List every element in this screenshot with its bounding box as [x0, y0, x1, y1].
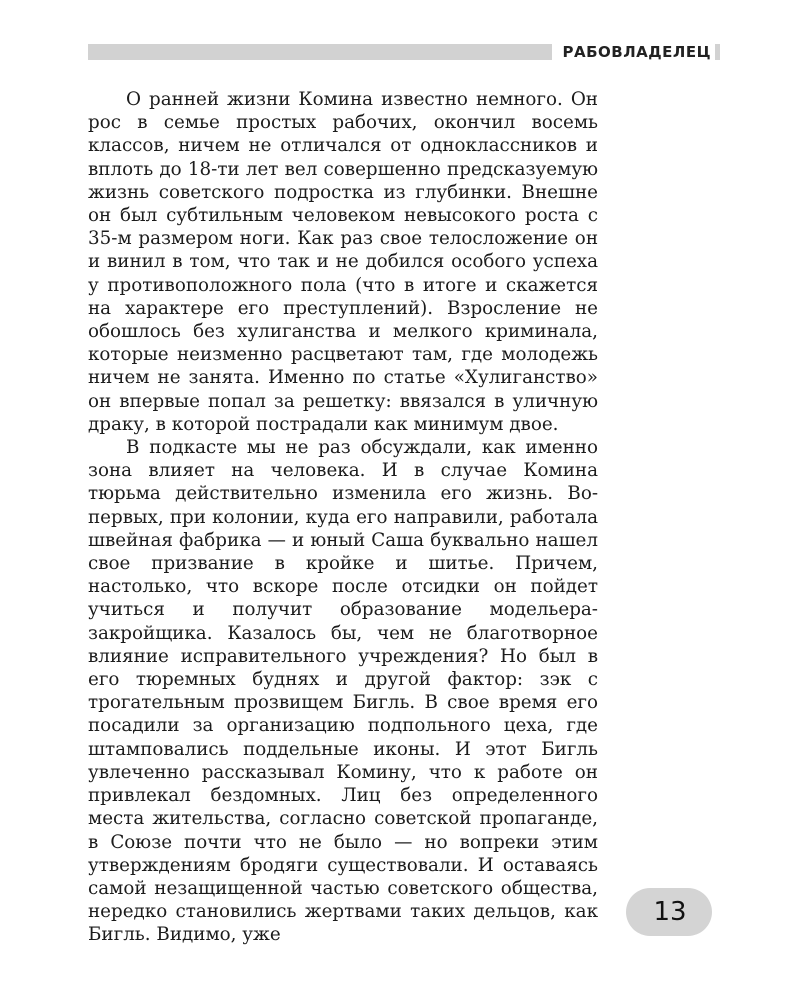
body-text [88, 88, 598, 947]
paragraph-2: В подкасте мы не раз обсуждали, как именно зона влияет на человека. И в случае Комина тюрьма действительно изменила его жизнь. Во-первых, при колонии, куда его направили, работала швейная фабрика — и юный Саша буквально нашел свое призвание в кройке и шитье. Причем, настолько, что вскоре после отсидки он пойдет учиться и получит образование модельера-закройщика. Казалось бы, чем не благотворное влияние исправительного учреждения? Но был в его тюремных буднях и другой фактор: зэк с трогательным прозвищем Бигль. В свое время его посадили за организацию подпольного цеха, где штамповались поддельные иконы. И этот Бигль увлеченно рассказывал Комину, что к работе он привлекал бездомных. Лиц без определенного места жительства, согласно советской пропаганде, в Союзе почти что не было — но вопреки этим утверждениям бродяги существовали. И оставаясь самой незащищенной частью советского общества, нередко становились жертвами таких дельцов, как Бигль. Видимо, уже [88, 437, 598, 946]
paragraph-1: О ранней жизни Комина известно немного. Он рос в семье простых рабочих, окончил восемь классов, ничем не отличался от одноклассников и вплоть до 18-ти лет вел совершенно предсказуемую жизнь советского подростка из глубинки. Внешне он был субтильным человеком невысокого роста с 35-м размером ноги. Как раз свое телосложение он и винил в том, что так и не добился особого успеха у противоположного пола (что в итоге и скажется на характере его преступлений). Взросление не обошлось без хулиганства и мелкого криминала, которые неизменно расцветают там, где молодежь ничем не занята. Именно по статье «Хулиганство» он впервые попал за решетку: ввязался в уличную драку, в которой пострадали как минимум двое. [88, 89, 598, 435]
page-number: 13 [653, 897, 687, 927]
running-header-title: РАБОВЛАДЕЛЕЦ [552, 42, 715, 62]
